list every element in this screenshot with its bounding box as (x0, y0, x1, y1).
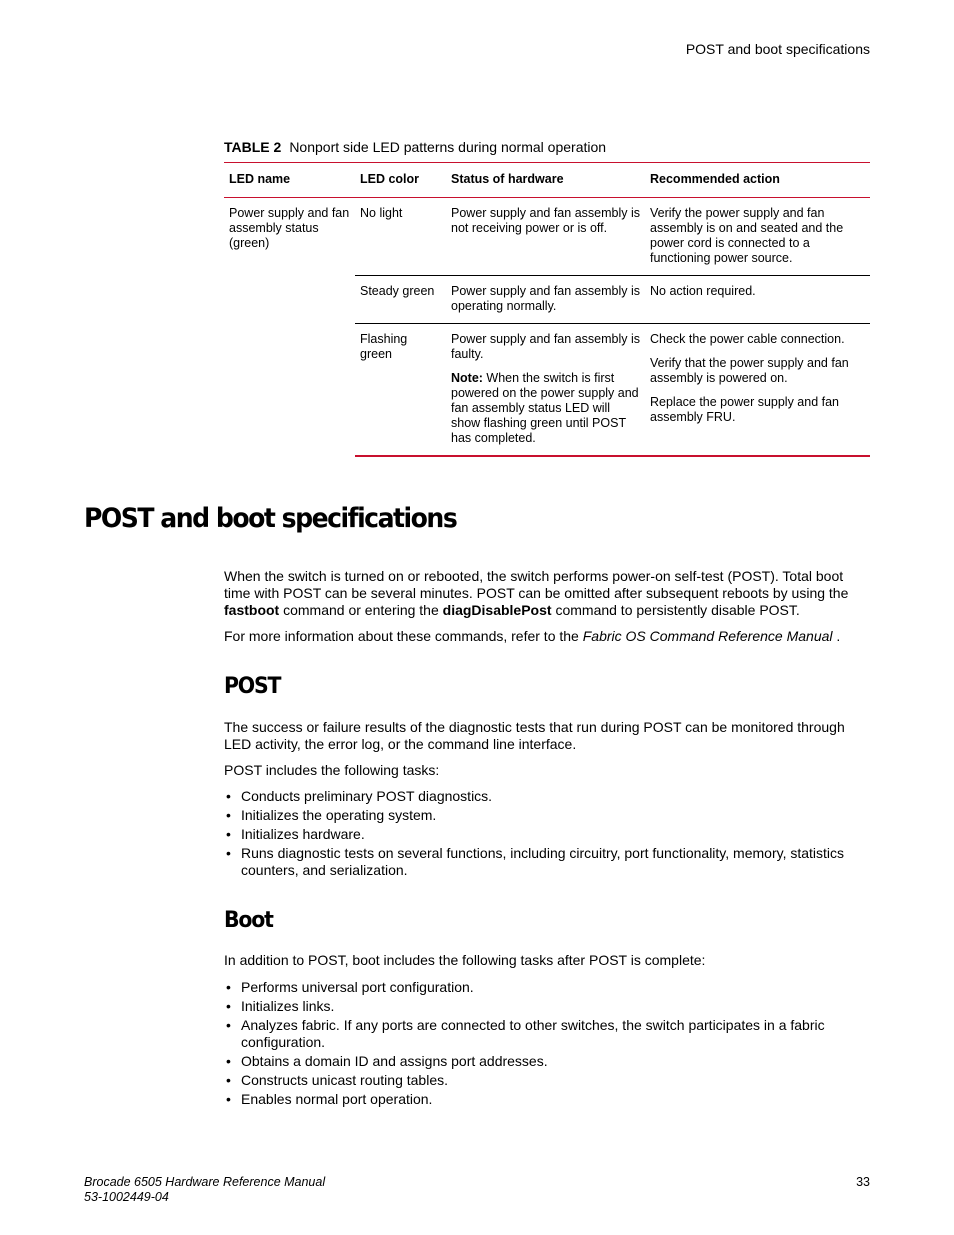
list-item: • Performs universal port configuration. (224, 979, 864, 996)
table-title: Nonport side LED patterns during normal operation (289, 139, 607, 155)
status-cell: Power supply and fan assembly is operating normally. (446, 276, 645, 324)
section-title: POST and boot specifications (84, 503, 457, 534)
action-cell: No action required. (645, 276, 870, 324)
table-row (224, 198, 870, 276)
header-action: Recommended action (645, 163, 870, 198)
footer-doc-number: 53-1002449-04 (84, 1190, 169, 1204)
action-step: Replace the power supply and fan assembly FRU. (650, 395, 840, 424)
header-led-color: LED color (355, 163, 446, 198)
post-task-list (224, 788, 864, 881)
boot-heading: Boot (224, 908, 273, 933)
post-lead: POST includes the following tasks: (224, 762, 440, 778)
led-table (224, 162, 870, 457)
command-diagdisablepost: diagDisablePost (442, 602, 552, 618)
table-label: TABLE 2 (224, 139, 282, 155)
intro-paragraph (224, 568, 864, 619)
list-item: • Enables normal port operation. (224, 1091, 864, 1108)
list-item: • Obtains a domain ID and assigns port addresses. (224, 1053, 864, 1070)
led-name-cell: Power supply and fan assembly status (green) (229, 206, 350, 250)
led-color-cell: No light (360, 206, 403, 220)
intro-text: When the switch is turned on or rebooted, the switch performs power-on self-test (POST). Total boot time with POST can be several minutes. POST can be omitted after subsequent reboots by using the (224, 568, 849, 601)
action-step: Verify that the power supply and fan assembly is powered on. (650, 356, 849, 385)
status-note (451, 371, 640, 446)
action-cell (645, 324, 870, 457)
status-cell (446, 324, 645, 457)
boot-task-list (224, 979, 864, 1110)
post-heading: POST (224, 674, 281, 699)
table-caption (224, 139, 606, 155)
list-item: • Initializes hardware. (224, 826, 864, 843)
list-item: • Analyzes fabric. If any ports are connected to other switches, the switch participates in a fabric configuration. (224, 1017, 864, 1051)
boot-lead: In addition to POST, boot includes the following tasks after POST is complete: (224, 952, 706, 968)
command-fastboot: fastboot (224, 602, 280, 618)
note-text: When the switch is first powered on the power supply and fan assembly status LED will show flashing green until POST has completed. (451, 371, 639, 445)
intro-text: command or entering the (279, 602, 443, 618)
status-text: Power supply and fan assembly is faulty. (451, 332, 640, 361)
list-item: • Constructs unicast routing tables. (224, 1072, 864, 1089)
led-color-cell: Flashing green (355, 324, 446, 457)
page-number: 33 (856, 1175, 870, 1189)
footer-manual-title: Brocade 6505 Hardware Reference Manual (84, 1175, 326, 1189)
list-item: • Conducts preliminary POST diagnostics. (224, 788, 864, 805)
action-cell: Verify the power supply and fan assembly is on and seated and the power cord is connected to a functioning power source. (650, 206, 844, 265)
table-header-row (224, 163, 870, 198)
note-label: Note: (451, 371, 483, 385)
post-paragraph: The success or failure results of the diagnostic tests that run during POST can be monitored through LED activity, the error log, or the command line interface. (224, 719, 845, 752)
header-status: Status of hardware (446, 163, 645, 198)
footer-left (84, 1175, 325, 1205)
status-cell: Power supply and fan assembly is not receiving power or is off. (451, 206, 640, 235)
reference-paragraph (224, 628, 864, 645)
list-item: • Runs diagnostic tests on several functions, including circuitry, port functionality, memory, statistics counters, and serialization. (224, 845, 864, 879)
list-item: • Initializes the operating system. (224, 807, 864, 824)
action-step: Check the power cable connection. (650, 332, 845, 346)
header-led-name: LED name (224, 163, 355, 198)
reference-text: . (832, 628, 841, 644)
reference-text: For more information about these commands, refer to the (224, 628, 583, 644)
led-color-cell: Steady green (355, 276, 446, 324)
list-item: • Initializes links. (224, 998, 864, 1015)
manual-reference: Fabric OS Command Reference Manual (582, 628, 833, 644)
running-header: POST and boot specifications (685, 41, 870, 57)
intro-text: command to persistently disable POST. (551, 602, 800, 618)
